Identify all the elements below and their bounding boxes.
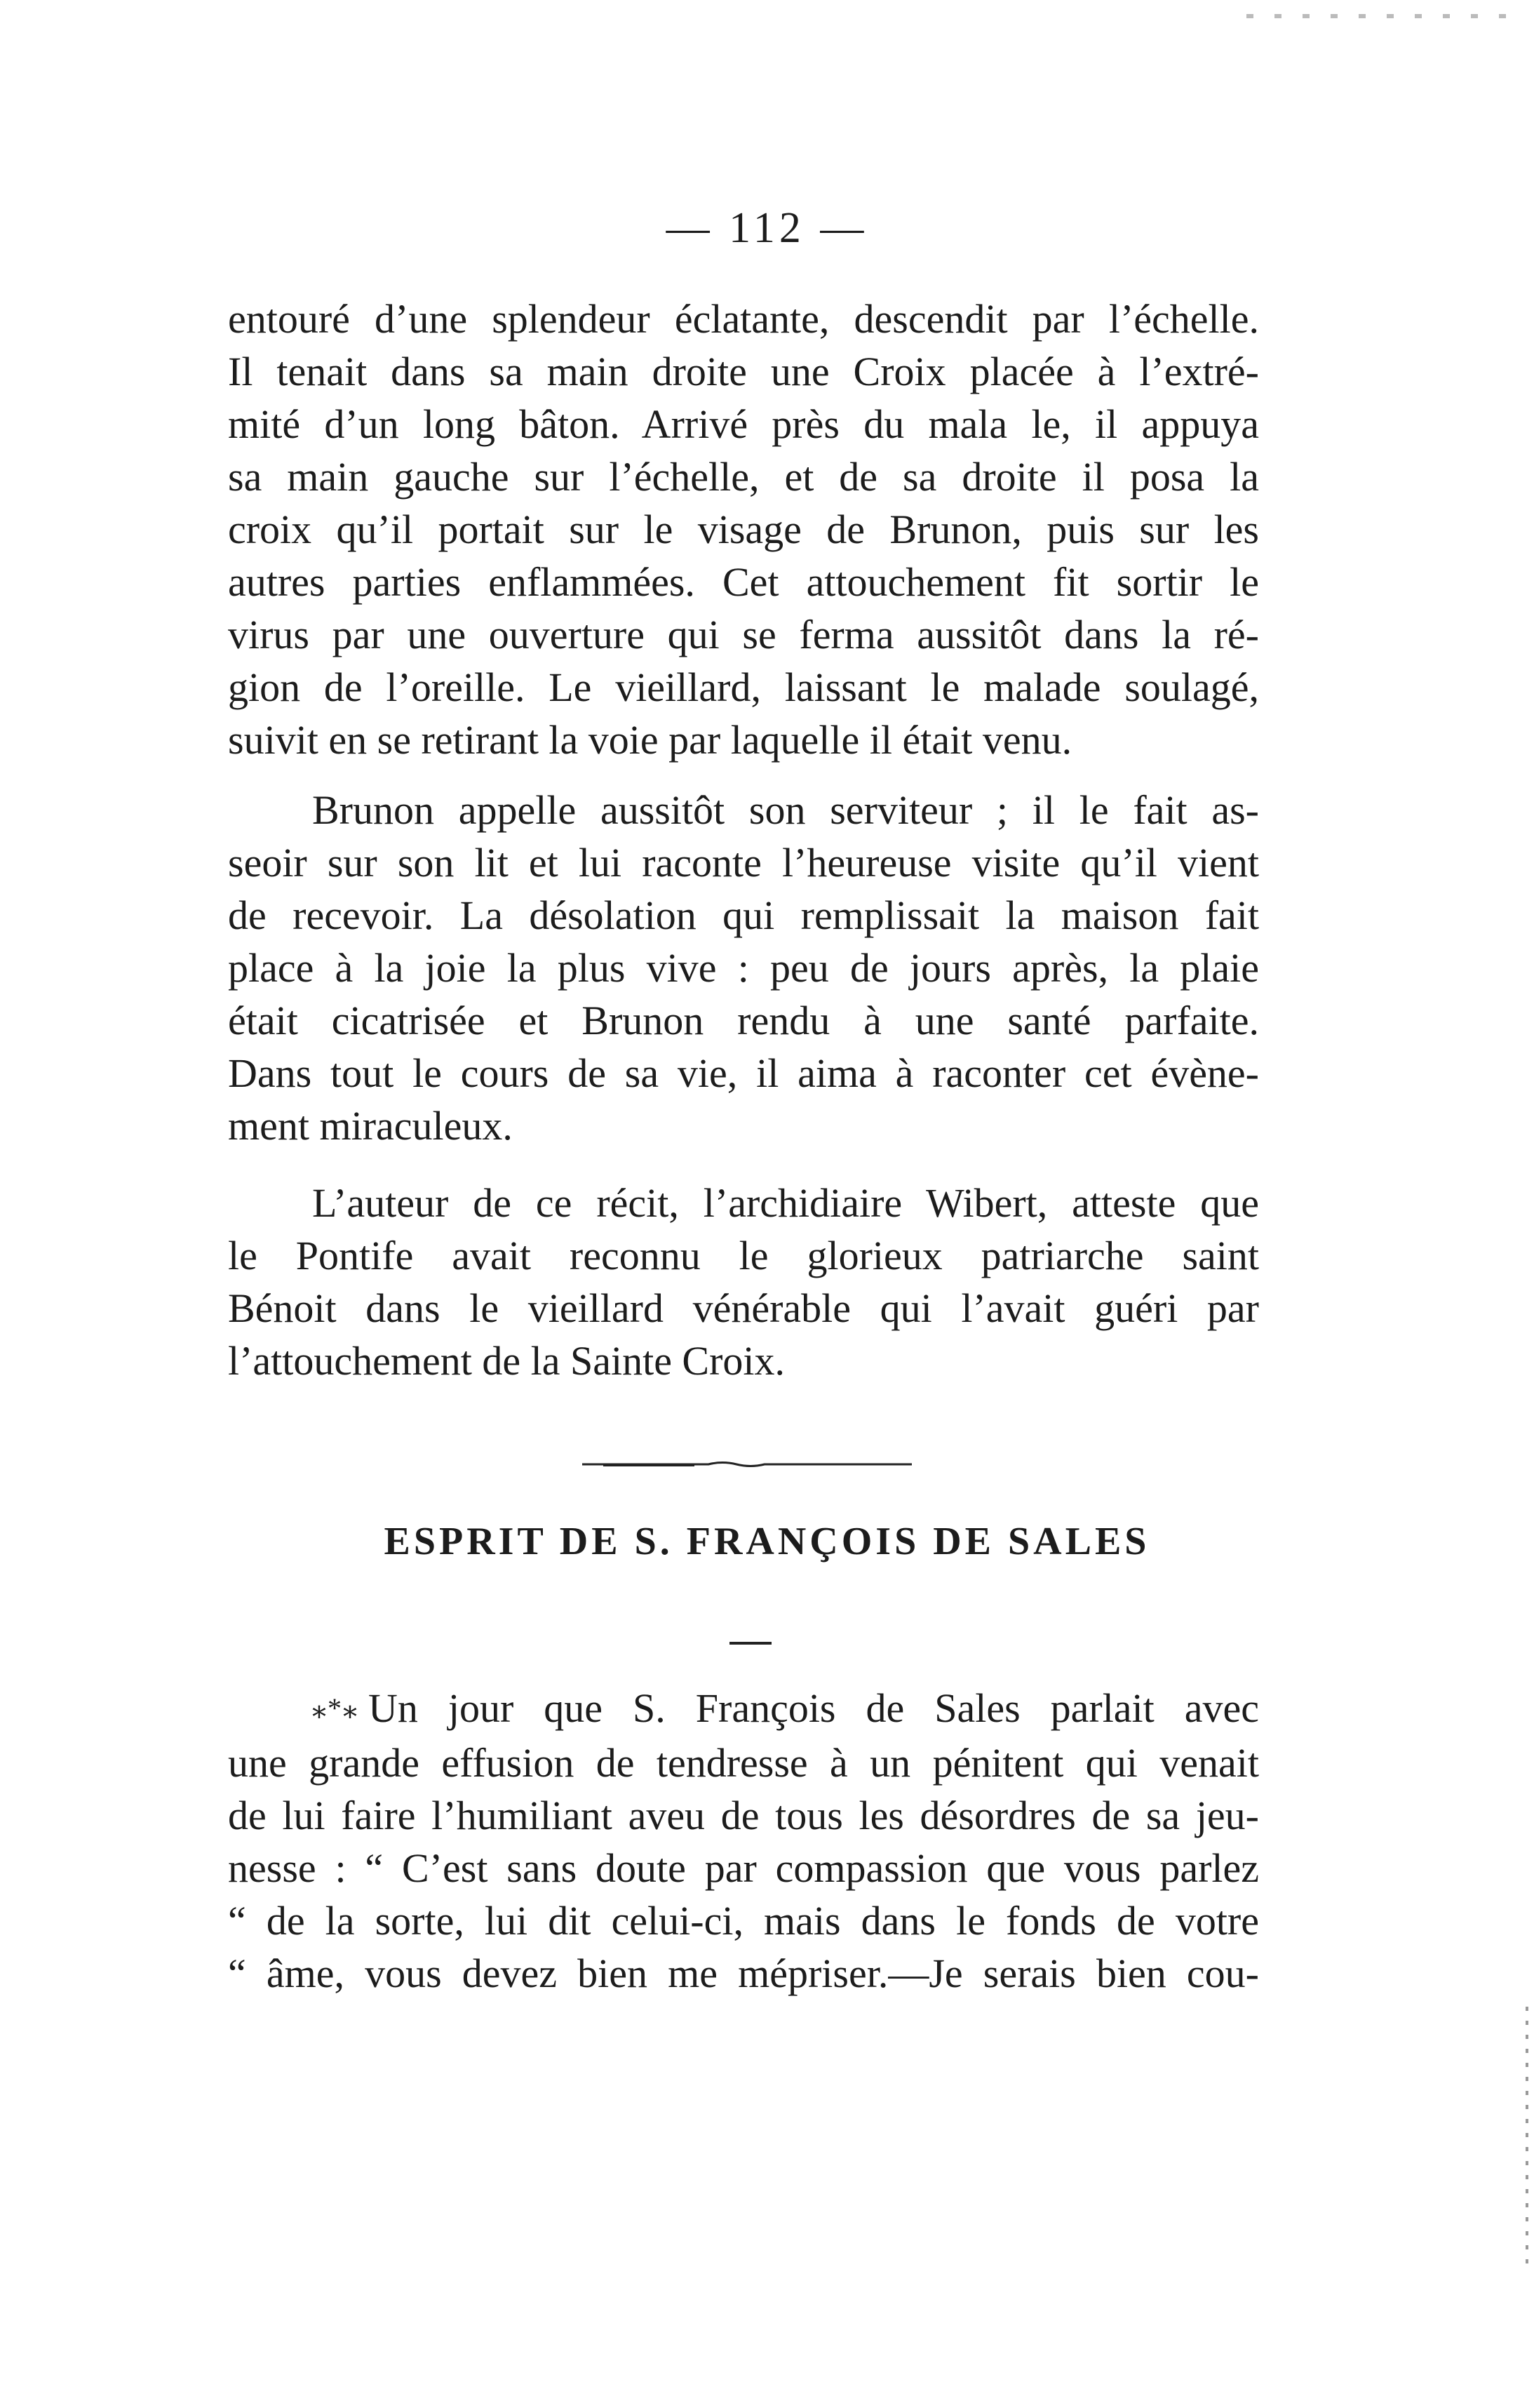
text-line: une grande effusion de tendresse à un pénitent qui venait (228, 1740, 1259, 1786)
text-line: “ âme, vous devez bien me mépriser.—Je serais bien cou- (228, 1951, 1259, 1996)
text-line: gion de l’oreille. Le vieillard, laissant le malade soulagé, (228, 664, 1259, 710)
asterism: ⁎*⁎ (312, 1692, 358, 1724)
text-line (312, 1684, 1259, 1733)
text-line: croix qu’il portait sur le visage de Brunon, puis sur les (228, 507, 1259, 552)
text-line: Dans tout le cours de sa vie, il aima à raconter cet évène- (228, 1050, 1259, 1096)
text-line: “ de la sorte, lui dit celui-ci, mais dans le fonds de votre (228, 1898, 1259, 1944)
text-line: seoir sur son lit et lui raconte l’heureuse visite qu’il vient (228, 840, 1259, 885)
text-line: place à la joie la plus vive : peu de jours après, la plaie (228, 945, 1259, 991)
page-number: — 112 — (666, 204, 868, 252)
text-span: Un jour que S. François de Sales parlait avec (368, 1685, 1259, 1731)
text-line: autres parties enflammées. Cet attouchement fit sortir le (228, 559, 1259, 605)
text-line: Brunon appelle aussitôt son serviteur ; il le fait as- (312, 787, 1259, 833)
text-line: virus par une ouverture qui se ferma aussitôt dans la ré- (228, 612, 1259, 657)
text-line: le Pontife avait reconnu le glorieux patriarche saint (228, 1233, 1259, 1278)
scan-margin-artifact (1526, 2007, 1528, 2273)
text-line: Il tenait dans sa main droite une Croix placée à l’extré- (228, 349, 1259, 394)
text-line: entouré d’une splendeur éclatante, descendit par l’échelle. (228, 296, 1259, 342)
text-line: de lui faire l’humiliant aveu de tous les désordres de sa jeu- (228, 1793, 1259, 1838)
text-line: suivit en se retirant la voie par laquelle il était venu. (228, 717, 1072, 763)
text-line: Bénoit dans le vieillard vénérable qui l’avait guéri par (228, 1285, 1259, 1331)
text-line: mité d’un long bâton. Arrivé près du mala le, il appuya (228, 401, 1259, 447)
text-line: de recevoir. La désolation qui remplissait la maison fait (228, 892, 1259, 938)
text-line: était cicatrisée et Brunon rendu à une santé parfaite. (228, 998, 1259, 1043)
scan-artifact-marks (1246, 14, 1513, 18)
section-heading: ESPRIT DE S. FRANÇOIS DE SALES (384, 1520, 1150, 1563)
text-line: ment miraculeux. (228, 1103, 513, 1149)
ornamental-divider (582, 1459, 912, 1469)
heading-rule (729, 1642, 772, 1645)
text-line: nesse : “ C’est sans doute par compassion que vous parlez (228, 1845, 1259, 1891)
text-line: L’auteur de ce récit, l’archidiaire Wibert, atteste que (312, 1180, 1259, 1226)
text-line: l’attouchement de la Sainte Croix. (228, 1338, 786, 1384)
text-line: sa main gauche sur l’échelle, et de sa droite il posa la (228, 454, 1259, 500)
